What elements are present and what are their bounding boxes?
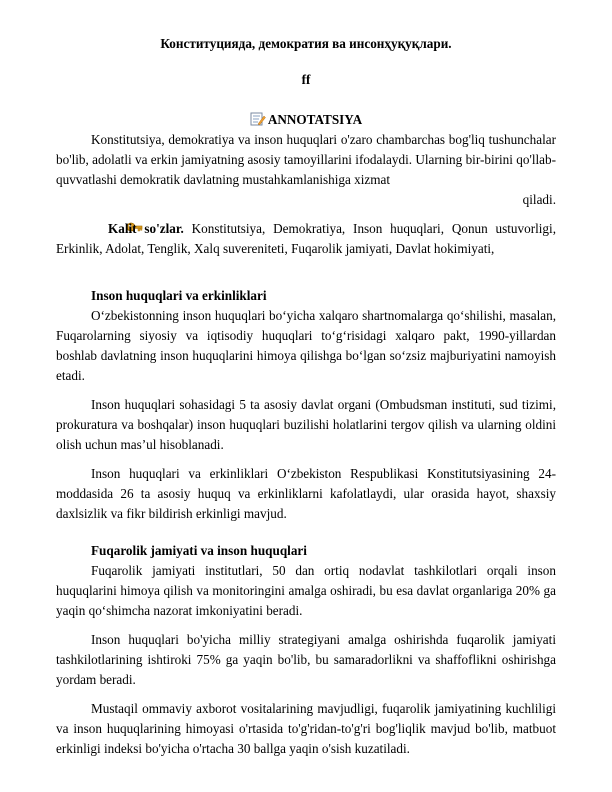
keywords-paragraph <box>56 219 556 259</box>
section1-paragraph: Inson huquqlari va erkinliklari O‘zbekiston Respublikasi Konstitutsiyasining 24-moddasida 26 ta asosiy huquq va erkinliklarni kafolatlaydi, ular orasida hayot, shaxsiy daxlsizlik va fikr bildirish erkinligi mavjud. <box>56 466 556 521</box>
section1-paragraph: Inson huquqlari sohasidagi 5 ta asosiy davlat organi (Ombudsman instituti, sud tizimi, prokuratura va boshqalar) inson huquqlari buzilishi holatlarini tergov qilish va ularning oldini olish uchun mas’ul hisoblanadi. <box>56 397 556 452</box>
memo-icon <box>250 112 266 126</box>
author-name: ff <box>301 72 311 87</box>
annotation-text: Konstitutsiya, demokratiya va inson huquqlari o'zaro chambarchas bog'liq tushunchalar bo'lib, adolatli va erkin jamiyatning asosiy tamoyillarini ifodalaydi. Ularning bir-birini qo'llab-quvvatlashi demokratik davlatning mustahkamlanishiga xizmat <box>56 132 556 187</box>
section2-paragraph: Inson huquqlari bo'yicha milliy strategiyani amalga oshirishda fuqarolik jamiyati tashkilotlarining ishtiroki 75% ga yaqin bo'lib, bu samaradorlikni va shaffoflikni oshirishga yordam beradi. <box>56 632 556 687</box>
document-page <box>56 34 556 759</box>
section2-paragraph: Fuqarolik jamiyati institutlari, 50 dan ortiq nodavlat tashkilotlari orqali inson huquqlarini himoya qilish va monitoringini amalga oshiradi, bu esa davlat organlariga 20% ga yaqin qo‘shimcha nazorat imkoniyatini beradi. <box>56 563 556 618</box>
annotation-heading-row <box>56 110 556 130</box>
keywords-text: Konstitutsiya, Demokratiya, Inson huquqlari, Qonun ustuvorligi, Erkinlik, Adolat, Tenglik, Xalq suvereniteti, Fuqarolik jamiyati, Davlat hokimiyati, <box>56 221 556 256</box>
keywords-label: Kalit so'zlar. <box>108 221 184 236</box>
section-heading-civil-society: Fuqarolik jamiyati va inson huquqlari <box>91 543 307 558</box>
key-icon <box>91 221 108 235</box>
section2-paragraph: Mustaqil ommaviy axborot vositalarining mavjudligi, fuqarolik jamiyatining kuchliligi va inson huquqlarining himoyasi o'rtasida to'g'ridan-to'g'ri bog'liqlik mavjud bo'lib, matbuot erkinligi indeksi bo'yicha o'rtacha 30 ballga yaqin o'sish kuzatiladi. <box>56 701 556 756</box>
section-heading-human-rights: Inson huquqlari va erkinliklari <box>91 288 267 303</box>
annotation-text-end: qiladi. <box>522 192 556 207</box>
annotation-heading: ANNOTATSIYA <box>267 112 363 127</box>
section1-paragraph: O‘zbekistonning inson huquqlari bo‘yicha xalqaro shartnomalarga qo‘shilishi, masalan, Fuqarolarning siyosiy va iqtisodiy huquqlari to‘g‘risidagi xalqaro pakt, 1990-yillardan boshlab davlatning inson huquqlarini himoya qilishga bo‘lgan so‘zsiz majburiyatini namoyish etadi. <box>56 308 556 383</box>
document-title: Конституцияда, демократия ва инсонҳуқуқлари. <box>160 36 452 51</box>
